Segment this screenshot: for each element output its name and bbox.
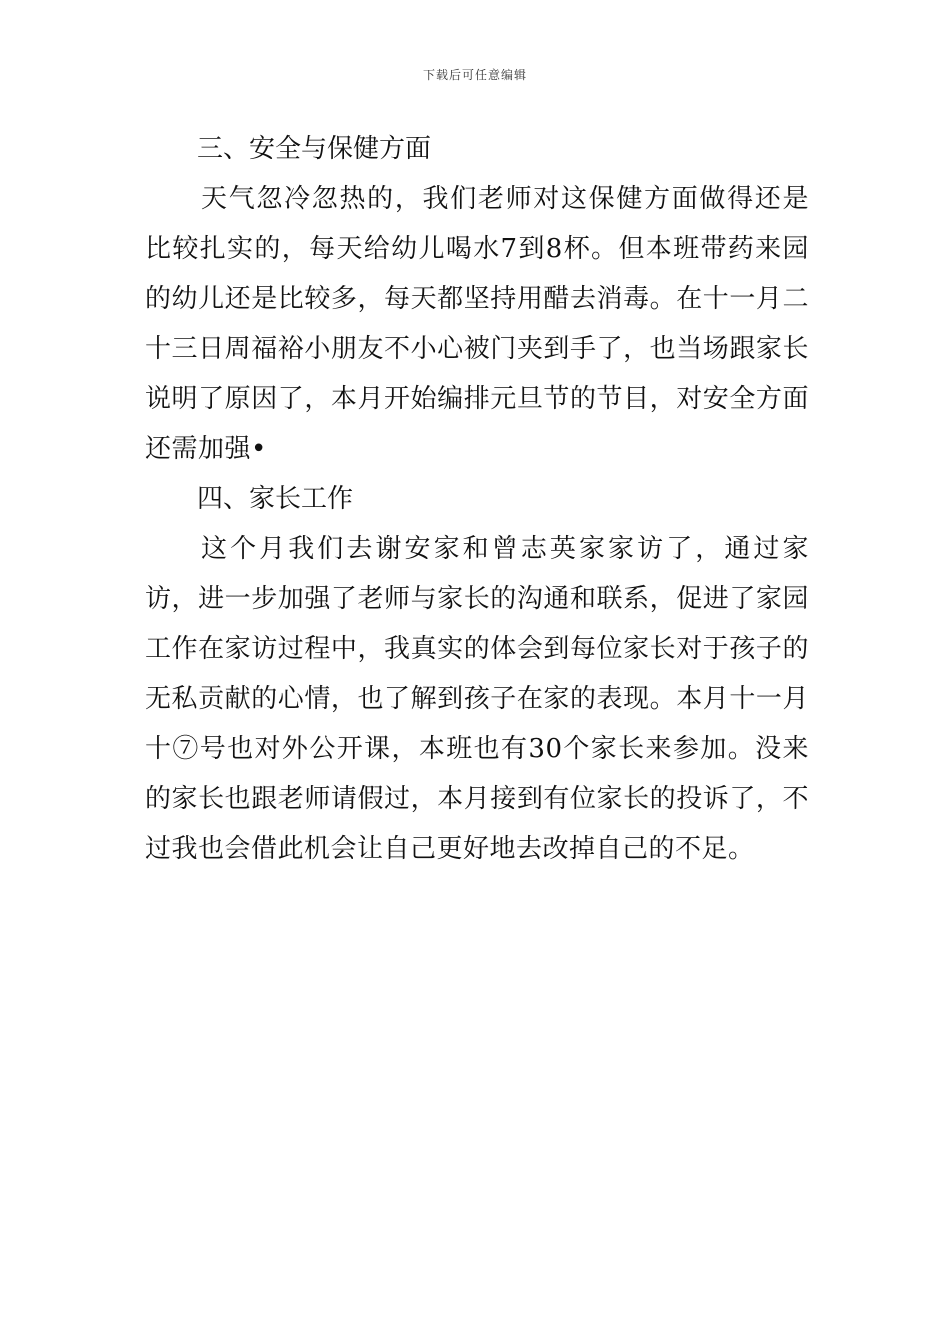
section-paragraph-parents: 这个月我们去谢安家和曾志英家家访了，通过家访，进一步加强了老师与家长的沟通和联系，促进了家园工作在家访过程中，我真实的体会到每位家长对于孩子的无私贡献的心情，也了解到孩子在家的表现。本月十一月十⑦号也对外公开课，本班也有30个家长来参加。没来的家长也跟老师请假过，本月接到有位家长的投诉了，不过我也会借此机会让自己更好地去改掉自己的不足。 — [145, 534, 809, 864]
header-note: 下载后可任意编辑 — [422, 68, 527, 82]
document-body — [145, 124, 809, 874]
section-paragraph-safety: 天气忽冷忽热的，我们老师对这保健方面做得还是比较扎实的，每天给幼儿喝水7到8杯。但本班带药来园的幼儿还是比较多，每天都坚持用醋去消毒。在十一月二十三日周福裕小朋友不小心被门夹到手了，也当场跟家长说明了原因了，本月开始编排元旦节的节目，对安全方面还需加强• — [145, 184, 809, 464]
section-heading-parents: 四、家长工作 — [197, 484, 354, 514]
section-heading-safety: 三、安全与保健方面 — [197, 134, 432, 164]
